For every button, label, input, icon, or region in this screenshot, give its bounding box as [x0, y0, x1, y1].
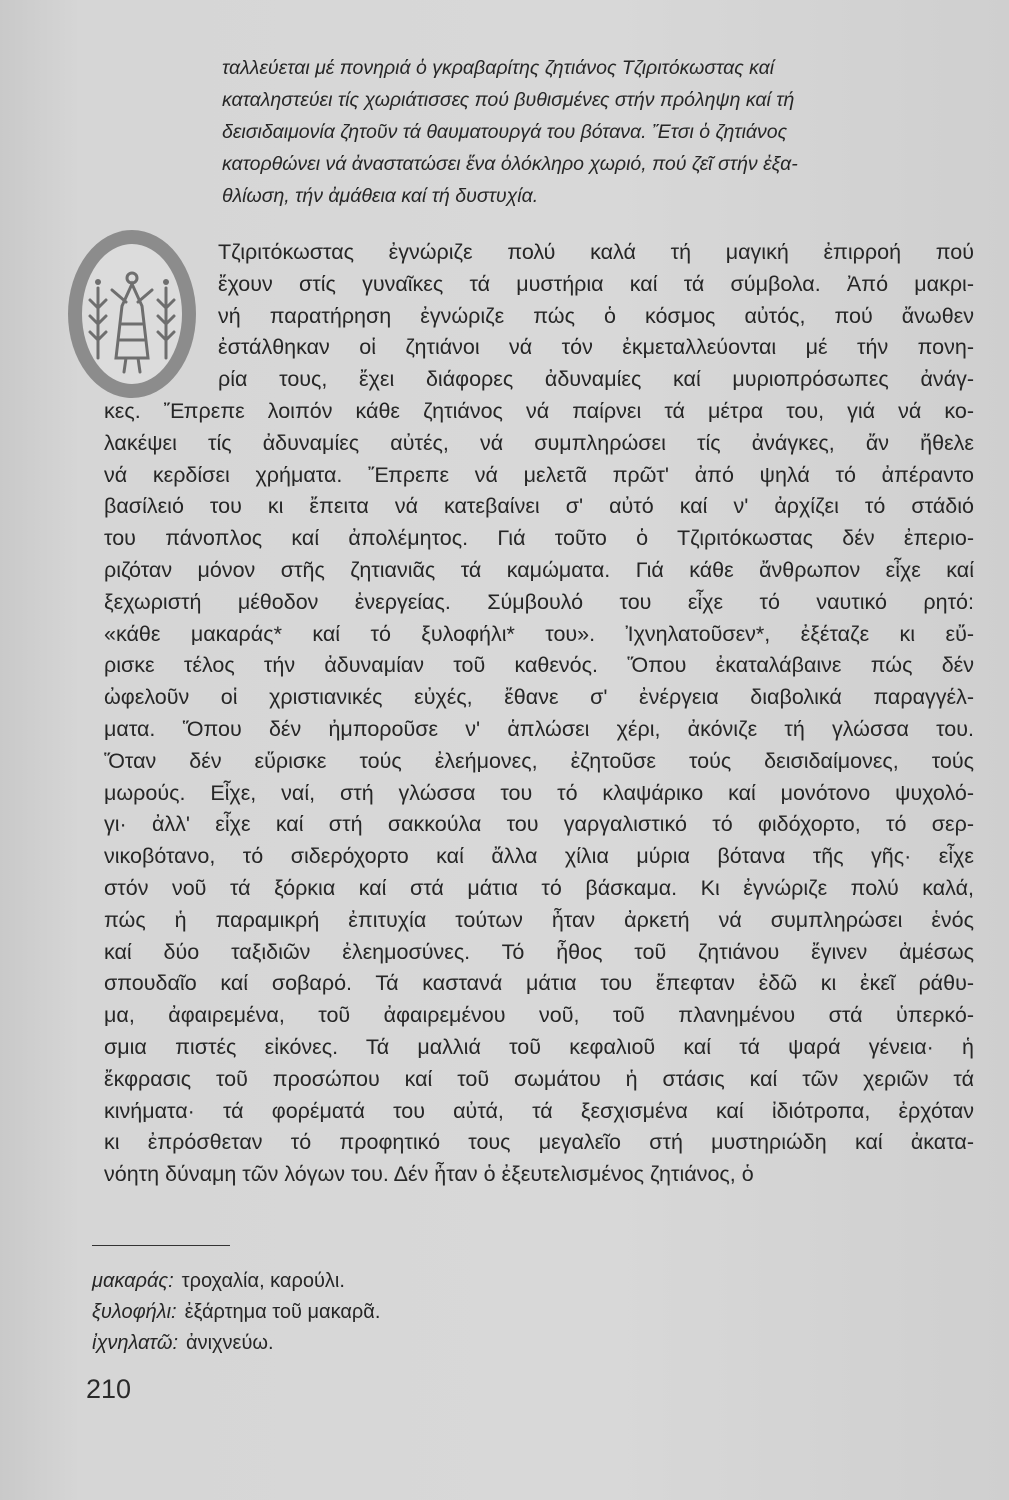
text-line: ὠφελοῦν οἱ χριστιανικές εὐχές, ἔθανε σ' ἐνέργεια διαβολικά παραγγέλ-	[104, 685, 974, 710]
text-line: πώς ἡ παραμικρή ἐπιτυχία τούτων ἦταν ἀρκετή νά συμπληρώσει ἑνός	[104, 907, 974, 932]
footnote	[92, 1266, 380, 1297]
text-line: νή παρατήρηση ἐγνώριζε πώς ὁ κόσμος αὐτός, πού ἄνωθεν	[218, 303, 974, 328]
footnote-divider	[92, 1245, 230, 1246]
text-line: Ὅταν δέν εὕρισκε τούς ἐλεήμονες, ἐζητοῦσε τούς δεισιδαίμονες, τούς	[104, 748, 974, 773]
text-line: σπουδαῖο καί σοβαρό. Τά καστανά μάτια του ἔπεφταν ἐδῶ κι ἐκεῖ ράθυ-	[104, 971, 974, 996]
text-line: ἐστάλθηκαν οἱ ζητιάνοι νά τόν ἐκμεταλλεύονται μέ τήν πονη-	[218, 335, 974, 360]
text-line: ἔχουν στίς γυναῖκες τά μυστήρια καί τά σύμβολα. Ἀπό μακρι-	[218, 271, 974, 296]
footnote-term: ξυλοφήλι:	[92, 1301, 177, 1323]
text-line: ἔκφρασις τοῦ προσώπου καί τοῦ σωμάτου ἡ στάσις καί τῶν χεριῶν τά	[104, 1066, 974, 1091]
footnote	[92, 1328, 380, 1359]
text-line: λακέψει τίς ἀδυναμίες αὐτές, νά συμπληρώσει τίς ἀνάγκες, ἄν ἤθελε	[104, 430, 974, 455]
text-line: νόητη δύναμη τῶν λόγων του. Δέν ἦταν ὁ ἐξευτελισμένος ζητιάνος, ὁ	[104, 1162, 754, 1187]
page-number: 210	[86, 1374, 132, 1404]
intro-line: καταληστεύει τίς χωριάτισσες πού βυθισμένες στήν πρόληψη καί τή	[222, 89, 795, 111]
text-line: κι ἐπρόσθεταν τό προφητικό τους μεγαλεῖο στή μυστηριώδη καί ἀκατα-	[104, 1130, 974, 1155]
intro-line: κατορθώνει νά ἀναστατώσει ἕνα ὁλόκληρο χωριό, πού ζεῖ στήν ἐξα-	[222, 153, 798, 175]
intro-summary	[222, 52, 974, 212]
footnote-term: ἰχνηλατῶ:	[92, 1332, 179, 1354]
intro-line: θλίωση, τήν ἀμάθεια καί τή δυστυχία.	[222, 185, 539, 207]
intro-line: δεισιδαιμονία ζητοῦν τά θαυματουργά του βότανα. Ἔτσι ὁ ζητιάνος	[222, 121, 788, 143]
text-line: στόν νοῦ τά ξόρκια καί στά μάτια τό βάσκαμα. Κι ἐγνώριζε πολύ καλά,	[104, 875, 974, 900]
footnote-term: μακαράς:	[92, 1270, 174, 1292]
text-line: Τζιριτόκωστας ἐγνώριζε πολύ καλά τή μαγική ἐπιρροή πού	[218, 240, 974, 264]
intro-line: ταλλεύεται μέ πονηριά ὁ γκραβαρίτης ζητιάνος Τζιριτόκωστας καί	[222, 57, 775, 79]
footnotes	[92, 1266, 380, 1359]
text-line: «κάθε μακαράς* καί τό ξυλοφήλι* του». Ἰχνηλατοῦσεν*, ἐξέταζε κι εὔ-	[104, 621, 974, 646]
footnote	[92, 1297, 380, 1328]
text-line: νικοβότανο, τό σιδερόχορτο καί ἄλλα χίλια μύρια βότανα τῆς γῆς· εἶχε	[104, 844, 974, 869]
text-line: κινήματα· τά φορέματά του αὐτά, τά ξεσχισμένα καί ἰδιότροπα, ἐρχόταν	[104, 1098, 974, 1123]
text-line: ρισκε τέλος τήν ἀδυναμίαν τοῦ καθενός. Ὅπου ἐκαταλάβαινε πώς δέν	[104, 653, 974, 678]
text-line: νά κερδίσει χρήματα. Ἔπρεπε νά μελετᾶ πρῶτ' ἀπό ψηλά τό ἀπέραντο	[104, 462, 974, 487]
text-line: ριζόταν μόνον στῆς ζητιανιᾶς τά καμώματα. Γιά κάθε ἄνθρωπον εἶχε καί	[104, 557, 974, 582]
text-line: ξεχωριστή μέθοδον ἐνεργείας. Σύμβουλό του εἶχε τό ναυτικό ρητό:	[104, 589, 974, 614]
footnote-definition: τροχαλία, καρούλι.	[181, 1270, 345, 1292]
text-line: του πάνοπλος καί ἀπολέμητος. Γιά τοῦτο ὁ Τζιριτόκωστας δέν ἐπεριο-	[104, 526, 974, 551]
text-line: μωρούς. Εἶχε, ναί, στή γλώσσα του τό κλαψάρικο καί μονότονο ψυχολό-	[104, 780, 974, 805]
text-line: γι· ἀλλ' εἶχε καί στή σακκούλα του γαργαλιστικό τό φιδόχορτο, τό σερ-	[104, 812, 974, 837]
main-text	[104, 237, 974, 1191]
footnote-definition: ἐξάρτημα τοῦ μακαρᾶ.	[184, 1301, 381, 1323]
text-line: καί δύο ταξιδιῶν ἐλεημοσύνες. Τό ἦθος τοῦ ζητιάνου ἔγινεν ἀμέσως	[104, 939, 974, 964]
text-line: σμια πιστές εἰκόνες. Τά μαλλιά τοῦ κεφαλιοῦ καί τά ψαρά γένεια· ἡ	[104, 1034, 974, 1059]
text-line: μα, ἀφαιρεμένα, τοῦ ἀφαιρεμένου νοῦ, τοῦ πλανημένου στά ὑπερκό-	[104, 1003, 974, 1028]
footnote-definition: ἀνιχνεύω.	[186, 1332, 274, 1354]
text-line: κες. Ἔπρεπε λοιπόν κάθε ζητιάνος νά παίρνει τά μέτρα του, γιά νά κο-	[104, 398, 974, 423]
text-line: βασίλειό του κι ἔπειτα νά κατεβαίνει σ' αὐτό καί ν' ἀρχίζει τό στάδιό	[104, 494, 974, 519]
text-line: ματα. Ὅπου δέν ἠμποροῦσε ν' ἁπλώσει χέρι, ἀκόνιζε τή γλώσσα του.	[104, 716, 974, 741]
text-line: ρία τους, ἔχει διάφορες ἀδυναμίες καί μυριοπρόσωπες ἀνάγ-	[218, 367, 974, 392]
